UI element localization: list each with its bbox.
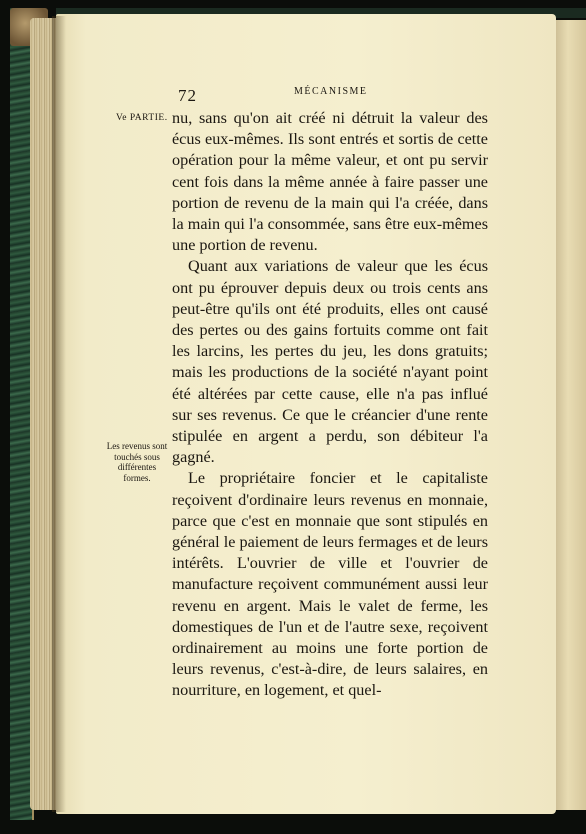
side-note-text: Les revenus sont touchés sous différentes formes. <box>106 441 168 483</box>
spine-shadow <box>52 16 66 812</box>
paragraph-3: Le propriétaire foncier et le capitaliste reçoivent d'ordinaire leurs revenus en monnaie, parce que c'est en monnaie que sont stipulés en général le paiement de leurs fermages et de leurs intérêts. L'ouvrier de ville et l'ouvrier de manufacture reçoivent communément aussi leur revenu en argent. Mais le valet de ferme, les domestiques de l'un et de l'autre sexe, reçoivent ordinairement au moins une forte portion de leurs revenus, c'est-à-dire, de leurs salaires, en nourriture, en logement, et quel- <box>172 469 488 700</box>
part-label: Ve PARTIE. <box>116 113 168 123</box>
paragraph-1: nu, sans qu'on ait créé ni détruit la valeur des écus eux-mêmes. Ils sont entrés et sortis de cette opération pour la même valeur, et ont pu servir cent fois dans la même année à faire passer une portion de revenu de la main qui l'a créée, dans la main qui l'a consommée, sans être eux-mêmes une portion de revenu. <box>172 109 488 255</box>
running-head: MÉCANISME <box>294 86 368 97</box>
paragraph-2: Quant aux variations de valeur que les écus ont pu éprouver depuis deux ou trois cents ans peut-être qu'ils ont été produits, elles ont causé des pertes ou des gains fortuits comme ont fait les larcins, les pertes du jeu, les dons gratuits; mais les productions de la société n'ayant point été altérées par cette cause, elle n'a pas influé sur ses revenus. Ce que le créancier d'une rente stipulée en argent a perdu, son débiteur l'a gagné. <box>172 257 488 467</box>
facing-leaf <box>556 20 586 810</box>
margin-side-note <box>104 441 170 483</box>
page-number: 72 <box>178 86 197 105</box>
page-header <box>178 84 488 104</box>
body-text <box>172 108 488 702</box>
